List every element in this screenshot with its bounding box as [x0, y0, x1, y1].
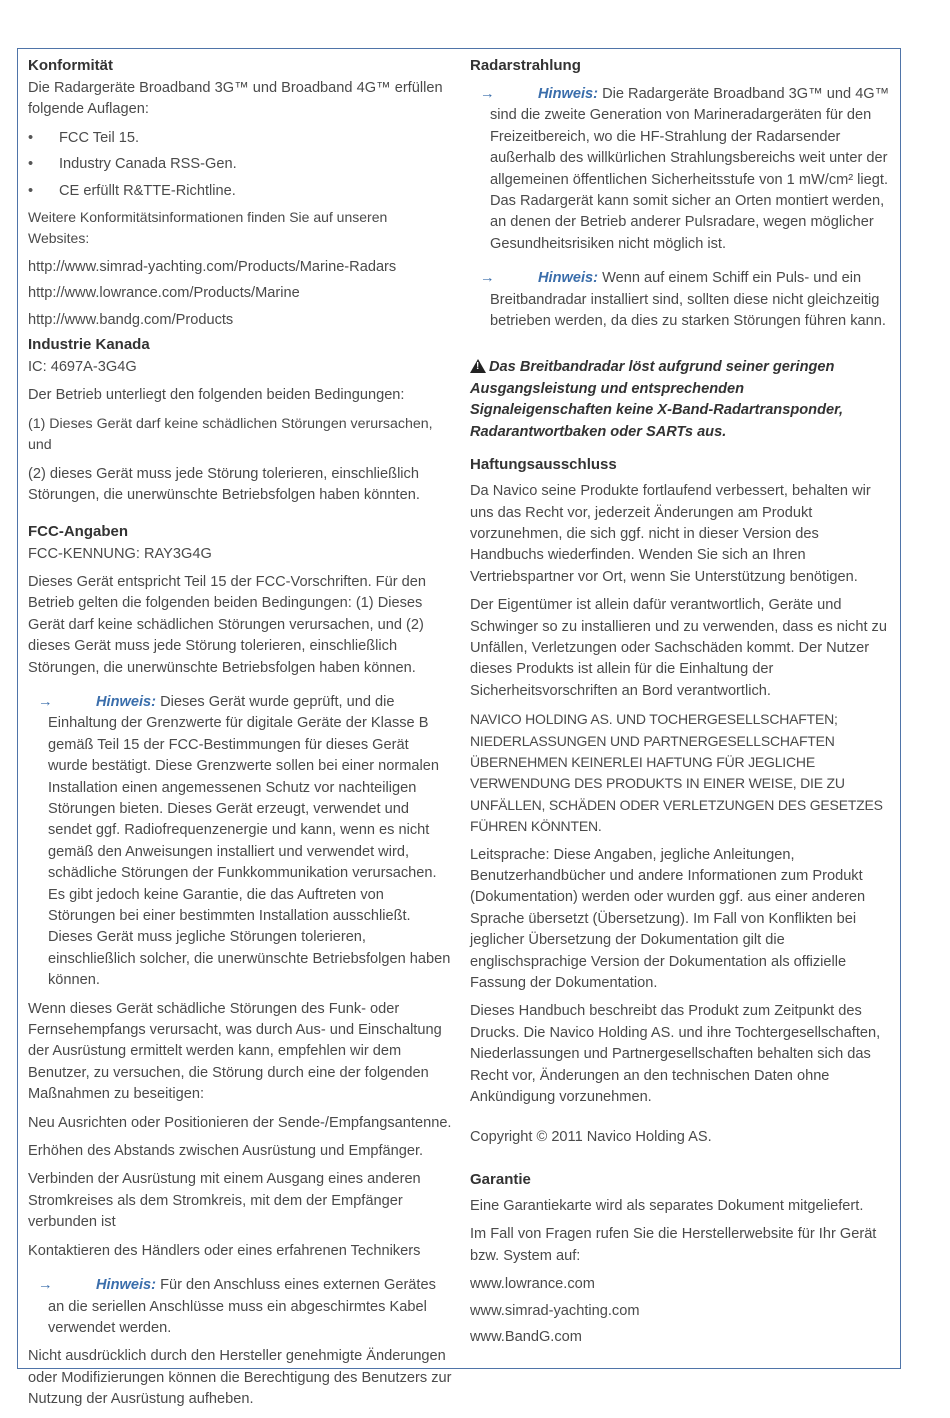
note-serial-cable: [28, 1275, 452, 1339]
heading-garantie: Garantie: [470, 1170, 531, 1188]
interference-text: Wenn dieses Gerät schädliche Störungen des Funk- oder Fernsehempfangs verursacht, was durch Aus- und Einschaltung der Ausrüstung ermittelt werden kann, empfehlen wir dem Benutzer, zu versuchen, die Störung durch eine der folgenden Maßnahmen zu beseitigen:: [28, 1000, 442, 1103]
fcc-text: Dieses Gerät entspricht Teil 15 der FCC-Vorschriften. Für den Betrieb gelten die folgenden beiden Bedingungen: (1) Dieses Gerät darf keine schädlichen Störungen verursachen, und (2) dieses Gerät muss jede Störung tolerieren, einschließlich Störungen, die unerwünschte Betriebsfolgen haben können.: [28, 573, 426, 676]
note-pulse-radar: [470, 268, 890, 332]
heading-industrie-kanada: Industrie Kanada: [28, 336, 150, 354]
heading-fcc-angaben: FCC-Angaben: [28, 522, 128, 540]
disclaimer-paragraph-5: Dieses Handbuch beschreibt das Produkt zum Zeitpunkt des Drucks. Die Navico Holding AS. und ihre Tochtergesellschaften, Niederlassungen und Partnergesellschaften behalten sich das Recht vor, Änderungen an den technischen Daten ohne Ankündigung vorzunehmen.: [470, 1003, 881, 1106]
url-lowrance: http://www.lowrance.com/Products/Marine: [28, 285, 300, 302]
disclaimer-paragraph-4: Leitsprache: Diese Angaben, jegliche Anleitungen, Benutzerhandbücher und andere Informationen zum Produkt (Dokumentation) werden oder wurden ggf. aus einer anderen Sprache übersetzt (Übersetzung). Im Fall von Konflikten bei jeglicher Übersetzung der Dokumentation gilt die englischsprachige Version der Dokumentation als offizielle Fassung der Dokumentation.: [470, 846, 866, 992]
ic-number: IC: 4697A-3G4G: [28, 359, 137, 376]
measure-2: Erhöhen des Abstands zwischen Ausrüstung und Empfänger.: [28, 1143, 424, 1160]
note-label: Hinweis:: [538, 270, 599, 287]
note-text: Dieses Gerät wurde geprüft, und die Einhaltung der Grenzwerte für digitale Geräte der Klasse B gemäß Teil 15 der FCC-Bestimmungen für dieses Gerät wurde bestätigt. Diese Grenzwerte sollen bei einer normalen Installation einen angemessenen Schutz vor nachteiligen Störungen bieten. Dieses Gerät erzeugt, verwendet und sendet ggf. Radiofrequenzenergie und kann, wenn es nicht gemäß den Anweisungen installiert und verwendet wird, schädliche Störungen der Funkkommunikation verursachen. Es gibt jedoch keine Garantie, die das Auftreten von Störungen bei einer bestimmten Installation ausschließt. Dieses Gerät muss jegliche Störungen tolerieren, einschließlich solcher, die unerwünschte Betriebsfolgen haben können.: [48, 693, 451, 989]
warning-message: Das Breitbandradar löst aufgrund seiner geringen Ausgangsleistung und entsprechenden Signaleigenschaften keine X-Band-Radartransponder, Radarantwortbaken oder SARTs aus.: [470, 359, 844, 440]
garantie-text-1: Eine Garantiekarte wird als separates Dokument mitgeliefert.: [470, 1197, 864, 1214]
arrow-right-icon: →: [480, 86, 495, 102]
left-column: [28, 54, 452, 1418]
warning-text: [470, 357, 890, 443]
note-text: Wenn auf einem Schiff ein Puls- und ein Breitbandradar installiert sind, sollten diese nicht gleichzeitig betrieben werden, da dies zu starken Störungen führen kann.: [490, 270, 886, 330]
ic-conditions: Der Betrieb unterliegt den folgenden beiden Bedingungen:: [28, 387, 405, 404]
note-label: Hinweis:: [96, 693, 157, 710]
konformitaet-intro: Die Radargeräte Broadband 3G™ und Broadband 4G™ erfüllen folgende Auflagen:: [28, 80, 443, 118]
disclaimer-paragraph-3: NAVICO HOLDING AS. UND TOCHERGESELLSCHAFTEN; NIEDERLASSUNGEN UND PARTNERGESELLSCHAFTEN ÜBERNEHMEN KEINERLEI HAFTUNG FÜR JEGLICHE VERWENDUNG DES PRODUKTS IN EINER WEISE, DIE ZU UNFÄLLEN, SCHÄDEN ODER VERLETZUNGEN DES GESETZES FÜHREN KÖNNTEN.: [470, 711, 883, 835]
heading-radarstrahlung: Radarstrahlung: [470, 57, 581, 74]
note-label: Hinweis:: [538, 86, 599, 102]
websites-intro: Weitere Konformitätsinformationen finden Sie auf unseren Websites:: [28, 209, 388, 247]
measure-3: Verbinden der Ausrüstung mit einem Ausgang eines anderen Stromkreises als dem Stromkreis, mit dem der Empfänger verbunden ist: [28, 1171, 421, 1231]
list-item: • FCC Teil 15.: [28, 128, 452, 149]
note-text: Die Radargeräte Broadband 3G™ und 4G™ sind die zweite Generation von Marineradargeräten für den Freizeitbereich, wo die HF-Strahlung der Radarsender außerhalb des willkürlichen Strahlungsbereichs weit unter der allgemeinen öffentlichen Sicherheitsstufe von 1 mW/cm² liegt. Das Radargerät kann somit sicher an Orten montiert werden, an denen der Betrieb anderer Pulsradare, wegen möglicher Gesundheitsrisiken nicht möglich ist.: [490, 86, 890, 252]
warning-triangle-icon: [470, 359, 486, 373]
arrow-right-icon: →: [38, 693, 53, 710]
measure-4: Kontaktieren des Händlers oder eines erfahrenen Technikers: [28, 1242, 421, 1259]
heading-konformitaet: Konformität: [28, 57, 113, 74]
website-simrad: www.simrad-yachting.com: [470, 1302, 640, 1319]
note-text: Für den Anschluss eines externen Gerätes an die seriellen Anschlüsse muss ein abgeschirmtes Kabel verwendet werden.: [48, 1277, 436, 1336]
copyright: Copyright © 2011 Navico Holding AS.: [470, 1129, 712, 1146]
arrow-right-icon: →: [38, 1277, 53, 1294]
note-radiation: [470, 84, 890, 255]
url-bandg: http://www.bandg.com/Products: [28, 311, 234, 328]
conformity-list: [28, 128, 452, 202]
ic-condition-2: (2) dieses Gerät muss jede Störung tolerieren, einschließlich Störungen, die unerwünschte Betriebsfolgen haben könnten.: [28, 465, 420, 504]
ic-condition-1: (1) Dieses Gerät darf keine schädlichen Störungen verursachen, und: [28, 415, 433, 454]
disclaimer-paragraph-2: Der Eigentümer ist allein dafür verantwortlich, Geräte und Schwinger so zu installieren und zu verwenden, dass es nicht zu Unfällen, Verletzungen oder Sachschäden kommt. Der Nutzer dieses Produkts ist allein für die Einhaltung der Sicherheitsvorschriften an Bord verantwortlich.: [470, 597, 887, 699]
heading-haftungsausschluss: Haftungsausschluss: [470, 456, 617, 474]
list-item: • Industry Canada RSS-Gen.: [28, 154, 452, 175]
website-lowrance: www.lowrance.com: [470, 1276, 595, 1293]
arrow-right-icon: →: [480, 270, 495, 287]
list-item: • CE erfüllt R&TTE-Richtline.: [28, 181, 452, 202]
garantie-text-2: Im Fall von Fragen rufen Sie die Herstellerwebsite für Ihr Gerät bzw. System auf:: [470, 1226, 877, 1264]
note-fcc: [28, 692, 452, 992]
url-simrad: http://www.simrad-yachting.com/Products/Marine-Radars: [28, 258, 397, 275]
modifications-text: Nicht ausdrücklich durch den Hersteller genehmigte Änderungen oder Modifizierungen können die Berechtigung des Benutzers zur Nutzung der Ausrüstung aufheben.: [28, 1348, 452, 1408]
fcc-id: FCC-KENNUNG: RAY3G4G: [28, 545, 212, 562]
measure-1: Neu Ausrichten oder Positionieren der Sende-/Empfangsantenne.: [28, 1114, 452, 1131]
disclaimer-paragraph-1: Da Navico seine Produkte fortlaufend verbessert, behalten wir uns das Recht vor, jederzeit Änderungen am Produkt vorzunehmen, die sich ggf. nicht in dieser Version des Handbuchs wiederfinden. Wenden Sie sich an Ihren Vertriebspartner vor Ort, wenn Sie Unterstützung benötigen.: [470, 483, 871, 585]
website-bandg: www.BandG.com: [470, 1328, 582, 1345]
note-label: Hinweis:: [96, 1277, 157, 1294]
right-column: [470, 54, 890, 1355]
